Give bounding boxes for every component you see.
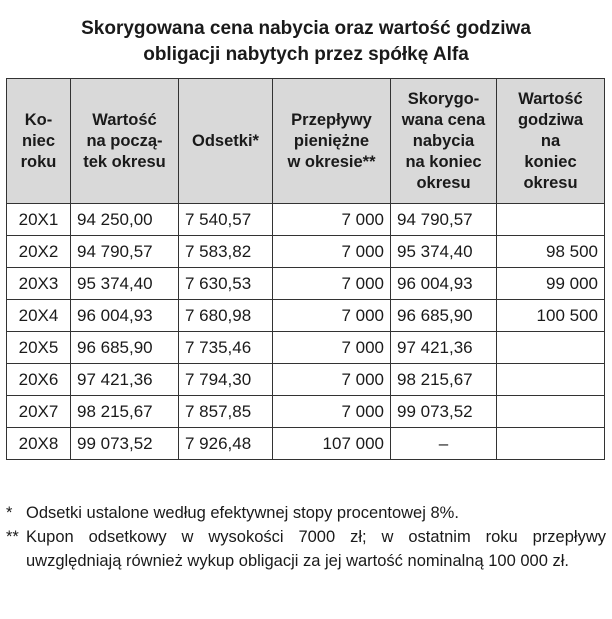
cell-cash-flow: 7 000 (273, 204, 391, 236)
cell-adjusted-cost: 95 374,40 (391, 236, 497, 268)
cell-start-value: 96 004,93 (71, 300, 179, 332)
cell-interest: 7 540,57 (179, 204, 273, 236)
cell-interest: 7 583,82 (179, 236, 273, 268)
footnote-marker: ** (6, 528, 19, 546)
header-year: Ko- niec roku (7, 79, 71, 204)
header-adjusted-cost: Skorygo- wana cena nabycia na koniec okresu (391, 79, 497, 204)
cell-adjusted-cost: 96 004,93 (391, 268, 497, 300)
cell-adjusted-cost: 99 073,52 (391, 396, 497, 428)
cell-fair-value (497, 396, 605, 428)
cell-fair-value (497, 428, 605, 460)
table-row (7, 204, 605, 236)
cell-adjusted-cost: – (391, 428, 497, 460)
cell-adjusted-cost: 96 685,90 (391, 300, 497, 332)
cell-start-value: 99 073,52 (71, 428, 179, 460)
table-row (7, 236, 605, 268)
cell-cash-flow: 7 000 (273, 332, 391, 364)
cell-adjusted-cost: 94 790,57 (391, 204, 497, 236)
cell-cash-flow: 7 000 (273, 236, 391, 268)
cell-year: 20X4 (7, 300, 71, 332)
cell-start-value: 98 215,67 (71, 396, 179, 428)
cell-year: 20X3 (7, 268, 71, 300)
title-line-1: Skorygowana cena nabycia oraz wartość godziwa (81, 18, 531, 39)
cell-year: 20X5 (7, 332, 71, 364)
table-row (7, 364, 605, 396)
header-fair-value: Wartość godziwa na koniec okresu (497, 79, 605, 204)
header-interest: Odsetki* (179, 79, 273, 204)
cell-adjusted-cost: 97 421,36 (391, 332, 497, 364)
header-start-value: Wartość na począ- tek okresu (71, 79, 179, 204)
cell-interest: 7 735,46 (179, 332, 273, 364)
cell-cash-flow: 7 000 (273, 396, 391, 428)
cell-year: 20X6 (7, 364, 71, 396)
title-line-2: obligacji nabytych przez spółkę Alfa (143, 44, 469, 65)
cell-start-value: 97 421,36 (71, 364, 179, 396)
table-row (7, 332, 605, 364)
cell-cash-flow: 7 000 (273, 364, 391, 396)
table-row (7, 300, 605, 332)
cell-fair-value: 99 000 (497, 268, 605, 300)
cell-year: 20X2 (7, 236, 71, 268)
cell-start-value: 95 374,40 (71, 268, 179, 300)
footnote-text: Odsetki ustalone według efektywnej stopy procentowej 8%. (26, 504, 459, 522)
cell-start-value: 94 790,57 (71, 236, 179, 268)
header-row (7, 79, 605, 204)
cell-fair-value (497, 364, 605, 396)
cell-start-value: 94 250,00 (71, 204, 179, 236)
cell-interest: 7 794,30 (179, 364, 273, 396)
table-row (7, 396, 605, 428)
cell-fair-value (497, 204, 605, 236)
footnote-marker: * (6, 504, 13, 522)
cell-fair-value: 100 500 (497, 300, 605, 332)
cell-cash-flow: 7 000 (273, 268, 391, 300)
cell-interest: 7 680,98 (179, 300, 273, 332)
cell-year: 20X8 (7, 428, 71, 460)
cell-fair-value (497, 332, 605, 364)
cell-start-value: 96 685,90 (71, 332, 179, 364)
table-row (7, 428, 605, 460)
footnote-coupon (6, 525, 606, 573)
footnote-interest (6, 501, 606, 525)
cell-cash-flow: 7 000 (273, 300, 391, 332)
footnote-text: Kupon odsetkowy w wysokości 7000 zł; w ostatnim roku przepływy uwzględniają również wykup obligacji za jej wartość nominalną 100 000 zł. (26, 528, 606, 570)
cell-interest: 7 926,48 (179, 428, 273, 460)
cell-year: 20X7 (7, 396, 71, 428)
header-cash-flows: Przepływy pieniężne w okresie** (273, 79, 391, 204)
table-title (0, 16, 612, 68)
cell-interest: 7 857,85 (179, 396, 273, 428)
cell-fair-value: 98 500 (497, 236, 605, 268)
footnotes (6, 501, 606, 573)
cell-cash-flow: 107 000 (273, 428, 391, 460)
cell-year: 20X1 (7, 204, 71, 236)
cell-interest: 7 630,53 (179, 268, 273, 300)
table-row (7, 268, 605, 300)
bond-table (6, 78, 605, 460)
cell-adjusted-cost: 98 215,67 (391, 364, 497, 396)
